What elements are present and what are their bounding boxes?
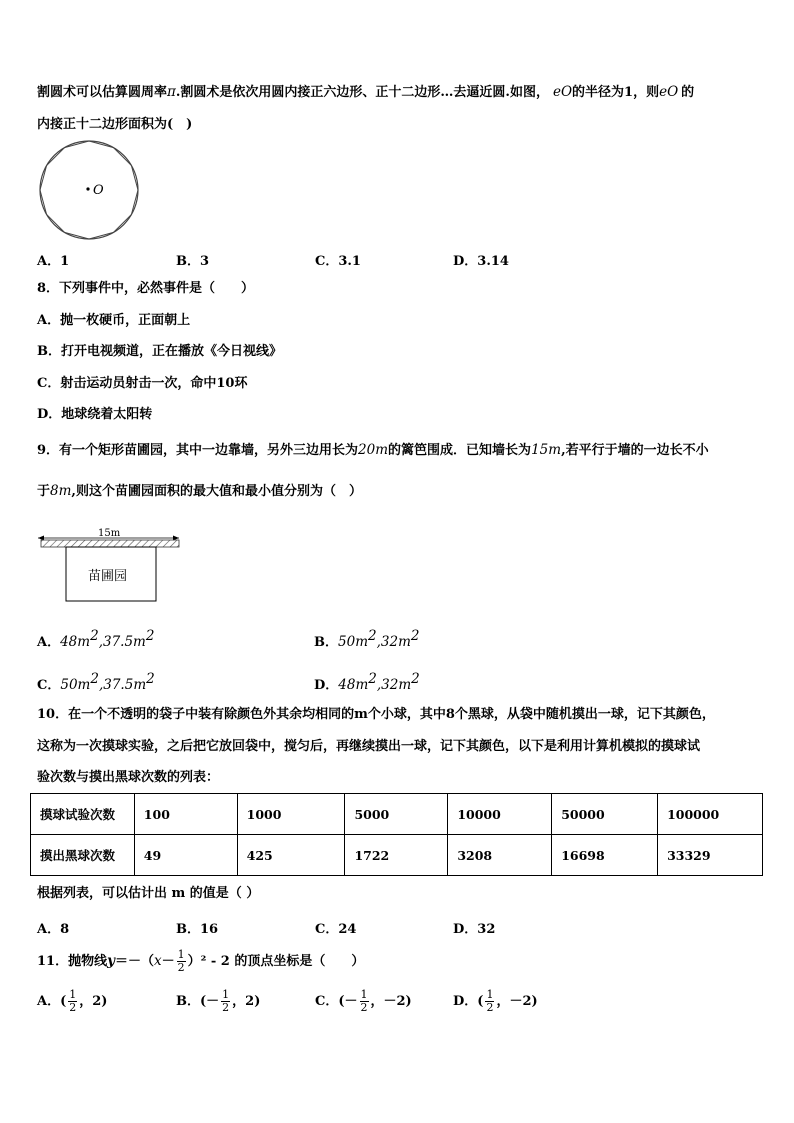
q11-option-c: C．(－ $\frac{1}{2}$ ，－2) (315, 988, 412, 1014)
table-cell: 49 (134, 835, 237, 876)
table-cell: 33329 (658, 835, 763, 876)
fraction: $\frac{1}{2}$ (177, 948, 185, 974)
q9-stem-line1: 9．有一个矩形苗圃园，其中一边靠墙，另外三边用长为20m的篱笆围成．已知墙长为15m,若平行于墙的一边长不小 (37, 442, 709, 458)
q9-option-b: B．$50m^2,32m^2$ (314, 628, 420, 650)
q10-option-b: B．16 (176, 922, 219, 937)
q8-option-c: C．射击运动员射击一次，命中10环 (37, 376, 248, 391)
table-cell: 425 (237, 835, 345, 876)
q10-option-d: D．32 (453, 922, 496, 937)
q7-circle-figure (38, 139, 140, 241)
q11-stem: 11．抛物线y＝－（x－ $\frac{1}{2}$ ）² - 2 的顶点坐标是（ ） (37, 948, 365, 974)
q9-option-d: D．$48m^2,32m^2$ (314, 671, 420, 693)
q10-stem-line3: 验次数与摸出黑球次数的列表： (37, 770, 220, 785)
q10-stem-line2: 这称为一次摸球实验，之后把它放回袋中，搅匀后，再继续摸出一球，记下其颜色，以下是利用计算机模拟的摸球试 (37, 739, 701, 754)
table-cell: 50000 (552, 794, 658, 835)
wall-length-label: 15m (98, 528, 121, 539)
q9-stem-line2: 于8m,则这个苗圃园面积的最大值和最小值分别为（ ） (37, 483, 362, 499)
q10-option-a: A．8 (37, 922, 70, 937)
q8-stem: 8．下列事件中，必然事件是（ ） (37, 281, 255, 296)
table-cell: 1722 (345, 835, 448, 876)
q10-stem-line1: 10．在一个不透明的袋子中装有除颜色外其余均相同的m个小球，其中8个黑球，从袋中随机摸出一球，记下其颜色， (37, 707, 715, 722)
q10-after-table: 根据列表，可以估计出 m 的值是（ ） (37, 886, 260, 901)
table-cell: 摸球试验次数 (31, 794, 135, 835)
q7-option-d: D．3.14 (453, 254, 509, 269)
q11-option-d: D．( $\frac{1}{2}$ ，－2) (453, 988, 538, 1014)
q7-option-a: A．1 (37, 254, 70, 269)
q7-stem-line1: 割圆术可以估算圆周率π.割圆术是依次用圆内接正六边形、正十二边形…去逼近圆.如图， eO的半径为1，则eO 的 (37, 84, 695, 100)
q7-option-c: C．3.1 (315, 254, 361, 269)
q8-option-a: A．抛一枚硬币，正面朝上 (37, 313, 191, 328)
table-row (31, 794, 763, 835)
q10-data-table (30, 793, 763, 876)
q11-option-a: A．( $\frac{1}{2}$ ，2) (37, 988, 108, 1014)
table-cell: 5000 (345, 794, 448, 835)
table-cell: 16698 (552, 835, 658, 876)
q9-option-c: C．$50m^2,37.5m^2$ (37, 671, 155, 693)
q8-option-b: B．打开电视频道，正在播放《今日视线》 (37, 344, 282, 359)
table-cell: 1000 (237, 794, 345, 835)
q9-garden-figure (36, 525, 186, 605)
table-cell: 10000 (448, 794, 552, 835)
wall-hatch (41, 540, 179, 547)
q7-stem-line2: 内接正十二边形面积为( ) (37, 117, 193, 132)
center-label: O (93, 183, 104, 198)
q11-option-b: B．(－ $\frac{1}{2}$ ，2) (176, 988, 261, 1014)
center-point (86, 187, 89, 190)
q7-option-b: B．3 (176, 254, 210, 269)
q8-option-d: D．地球绕着太阳转 (37, 407, 153, 422)
q9-option-a: A．$48m^2,37.5m^2$ (37, 628, 155, 650)
table-cell: 3208 (448, 835, 552, 876)
table-cell: 100 (134, 794, 237, 835)
table-cell: 100000 (658, 794, 763, 835)
table-row (31, 835, 763, 876)
q10-option-c: C．24 (315, 922, 357, 937)
garden-label: 苗圃园 (88, 569, 128, 584)
table-cell: 摸出黑球次数 (31, 835, 135, 876)
